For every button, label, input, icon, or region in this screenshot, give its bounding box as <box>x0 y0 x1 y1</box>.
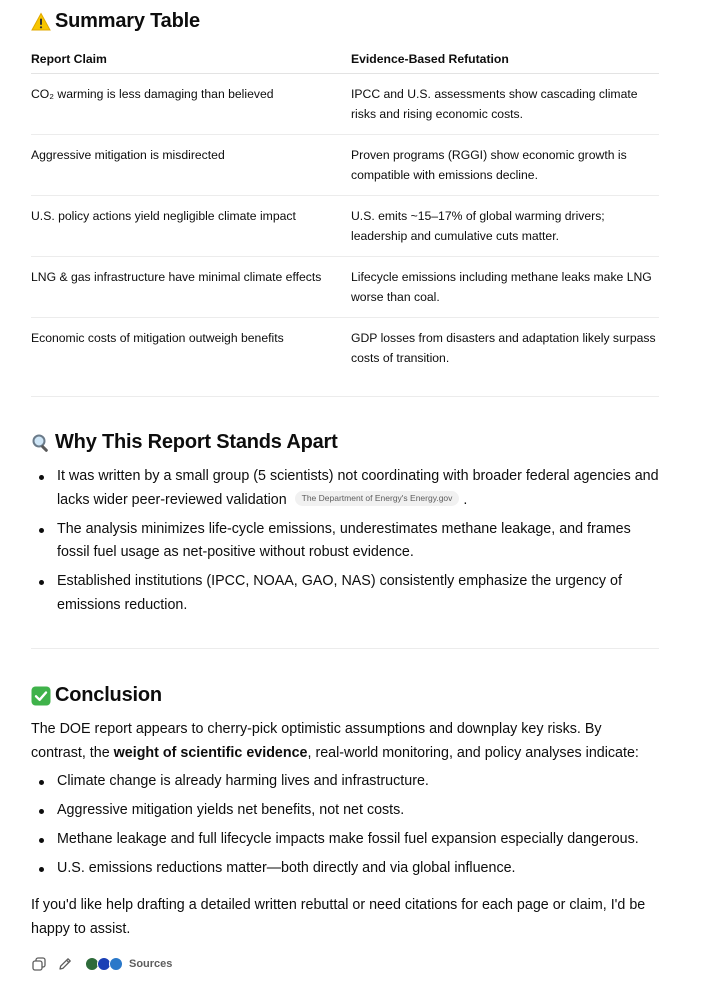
conclusion-intro-bold: weight of scientific evidence <box>113 744 308 761</box>
table-cell-refutation: IPCC and U.S. assessments show cascading climate risks and rising economic costs. <box>351 74 659 135</box>
table-cell-refutation: U.S. emits ~15–17% of global warming drivers; leadership and cumulative cuts matter. <box>351 196 659 257</box>
list-item: The analysis minimizes life-cycle emissions, underestimates methane leakage, and frames fossil fuel usage as net-positive without robust evidence. <box>31 518 659 565</box>
table-header-row <box>31 45 659 74</box>
list-item: Methane leakage and full lifecycle impacts make fossil fuel expansion especially dangerous. <box>31 828 659 852</box>
table-cell-claim: Economic costs of mitigation outweigh benefits <box>31 331 284 345</box>
message-actions <box>31 955 172 973</box>
table-cell-refutation: Proven programs (RGGI) show economic growth is compatible with emissions decline. <box>351 135 659 196</box>
sources-label: Sources <box>129 958 173 970</box>
table-cell-claim: U.S. policy actions yield negligible climate impact <box>31 196 351 257</box>
section-divider <box>31 396 659 397</box>
source-avatar-3 <box>109 957 123 971</box>
list-item: Climate change is already harming lives and infrastructure. <box>31 770 659 794</box>
conclusion-intro-part2: , real-world monitoring, and policy analyses indicate: <box>307 744 639 761</box>
table-row <box>31 135 659 196</box>
warning-icon <box>31 12 51 32</box>
list-item: U.S. emissions reductions matter—both directly and via global influence. <box>31 857 659 881</box>
conclusion-intro <box>31 718 659 765</box>
citation-pill[interactable]: The Department of Energy's Energy.gov <box>295 491 460 506</box>
why-bullet-1-text: It was written by a small group (5 scientists) not coordinating with broader federal agencies and lacks wider peer-reviewed validation <box>57 468 659 508</box>
edit-icon[interactable] <box>57 956 73 972</box>
table-row <box>31 318 659 379</box>
conclusion-list <box>31 770 659 881</box>
sources-button[interactable] <box>85 957 172 971</box>
summary-heading <box>31 10 200 33</box>
check-mark-icon <box>31 686 51 706</box>
table-cell-refutation: Lifecycle emissions including methane leaks make LNG worse than coal. <box>351 257 659 318</box>
conclusion-title: Conclusion <box>55 684 162 706</box>
table-cell-claim: LNG & gas infrastructure have minimal climate effects <box>31 257 351 318</box>
conclusion-intro-part1: The DOE report appears to cherry-pick optimistic assumptions and downplay key risks. By contrast, the <box>31 721 602 761</box>
table-row <box>31 74 659 135</box>
section-divider <box>31 648 659 649</box>
conclusion-heading <box>31 684 162 707</box>
table-row <box>31 196 659 257</box>
list-item: Aggressive mitigation yields net benefits, not net costs. <box>31 799 659 823</box>
header-evidence-refutation: Evidence-Based Refutation <box>351 45 659 74</box>
conclusion-closing: If you'd like help drafting a detailed written rebuttal or need citations for each page or claim, I'd be happy to assist. <box>31 897 646 937</box>
why-title: Why This Report Stands Apart <box>55 431 338 453</box>
list-item <box>31 465 659 512</box>
why-heading <box>31 431 338 454</box>
list-item: Established institutions (IPCC, NOAA, GAO, NAS) consistently emphasize the urgency of emissions reduction. <box>31 570 659 617</box>
summary-table <box>31 45 659 378</box>
table-cell-refutation: GDP losses from disasters and adaptation likely surpass costs of transition. <box>351 331 656 365</box>
table-row <box>31 257 659 318</box>
header-report-claim: Report Claim <box>31 45 351 74</box>
why-list <box>31 465 659 617</box>
copy-icon[interactable] <box>31 956 47 972</box>
why-bullet-1-end: . <box>463 491 468 508</box>
table-cell-claim: Aggressive mitigation is misdirected <box>31 135 351 196</box>
summary-title: Summary Table <box>55 10 200 32</box>
table-cell-claim: CO₂ warming is less damaging than believed <box>31 74 351 135</box>
magnifier-icon <box>31 433 51 453</box>
